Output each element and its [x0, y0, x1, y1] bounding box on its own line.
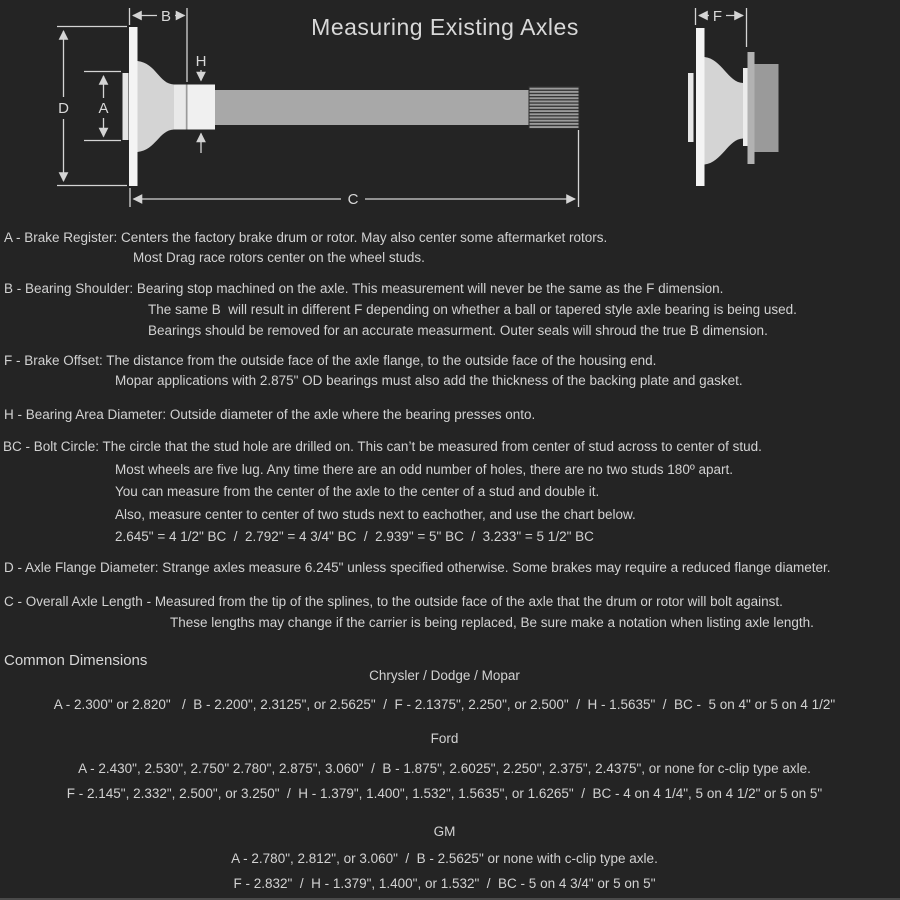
axle-bell-shape-right — [705, 57, 744, 165]
axle-bell-shape — [138, 61, 175, 152]
make-chrysler-dimensions: A - 2.300" or 2.820" / B - 2.200", 2.3125", or 2.5625" / F - 2.1375", 2.250", or 2.500" / H - 1.5635" / BC - 5 on 4" or 5 on 4 1/2" — [53, 697, 836, 712]
def-f-sub: Mopar applications with 2.875" OD bearings must also add the thickness of the backing plate and gasket. — [115, 373, 743, 388]
def-b-line: B - Bearing Shoulder: Bearing stop machined on the axle. This measurement will never be the same as the F dimension. — [4, 281, 724, 296]
def-c-line: C - Overall Axle Length - Measured from the tip of the splines, to the outside face of the axle that the drum or rotor will bolt against. — [4, 594, 783, 609]
common-dimensions-heading: Common Dimensions — [4, 652, 148, 669]
bearing-shoulder-shape — [174, 85, 186, 130]
make-ford-heading: Ford — [430, 731, 459, 746]
label-C: C — [347, 191, 359, 208]
axle-side-view — [57, 8, 579, 208]
page-title: Measuring Existing Axles — [311, 14, 579, 40]
def-d-line: D - Axle Flange Diameter: Strange axles measure 6.245" unless specified otherwise. Some brakes may require a reduced flange diameter. — [4, 560, 831, 575]
def-h-line: H - Bearing Area Diameter: Outside diameter of the axle where the bearing presses onto. — [4, 407, 536, 422]
housing-end-view — [688, 8, 779, 186]
label-D: D — [58, 100, 69, 117]
label-H: H — [195, 53, 207, 70]
make-ford-dimensions-1: A - 2.430", 2.530", 2.750" 2.780", 2.875", 3.060" / B - 1.875", 2.6025", 2.250", 2.375", 2.4375", or none for c-clip type axle. — [78, 761, 811, 776]
bearing-area-shape — [187, 85, 215, 130]
def-bc-sub-1: Most wheels are five lug. Any time there are an odd number of holes, there are no two studs 180º apart. — [115, 462, 734, 477]
brake-register-shape — [123, 73, 129, 140]
def-f-line: F - Brake Offset: The distance from the outside face of the axle flange, to the outside face of the housing end. — [4, 353, 657, 368]
axle-diagram — [0, 0, 900, 218]
def-bc-sub-3: Also, measure center to center of two studs next to eachother, and use the chart below. — [115, 507, 636, 522]
def-b-sub-2: Bearings should be removed for an accurate measurment. Outer seals will shroud the true B dimension. — [148, 323, 768, 338]
label-B: B — [160, 8, 172, 25]
make-gm-dimensions-1: A - 2.780", 2.812", or 3.060" / B - 2.5625" or none with c-clip type axle. — [231, 851, 658, 866]
def-a-line: A - Brake Register: Centers the factory brake drum or rotor. May also center some aftermarket rotors. — [4, 230, 608, 245]
def-bc-sub-2: You can measure from the center of the axle to the center of a stud and double it. — [115, 484, 600, 499]
make-chrysler-heading: Chrysler / Dodge / Mopar — [369, 668, 520, 683]
make-gm-dimensions-2: F - 2.832" / H - 1.379", 1.400", or 1.532" / BC - 5 on 4 3/4" or 5 on 5" — [233, 876, 656, 891]
def-b-sub-1: The same B will result in different F depending on whether a ball or tapered style axle bearing is being used. — [148, 302, 797, 317]
def-bc-conversion-chart: 2.645" = 4 1/2" BC / 2.792" = 4 3/4" BC / 2.939" = 5" BC / 3.233" = 5 1/2" BC — [115, 529, 594, 544]
def-a-sub: Most Drag race rotors center on the wheel studs. — [133, 250, 425, 265]
axle-flange-shape-right — [696, 28, 705, 186]
label-F: F — [712, 8, 723, 25]
bearing-shape-right — [743, 68, 748, 146]
make-ford-dimensions-2: F - 2.145", 2.332", 2.500", or 3.250" / H - 1.379", 1.400", 1.532", 1.5635", or 1.6265" / BC - 4 on 4 1/4", 5 on 4 1/2" or 5 on 5" — [66, 786, 823, 801]
spline-shape — [529, 87, 579, 129]
axle-flange-shape — [129, 27, 138, 186]
make-gm-heading: GM — [433, 824, 456, 839]
def-bc-line: BC - Bolt Circle: The circle that the stud hole are drilled on. This can’t be measured from center of stud across to center of stud. — [3, 439, 762, 454]
label-A: A — [98, 100, 109, 117]
def-c-sub: These lengths may change if the carrier is being replaced, Be sure make a notation when listing axle length. — [170, 615, 814, 630]
retainer-plate-shape — [748, 52, 755, 164]
axle-shaft-shape — [215, 90, 529, 125]
housing-end-shape — [755, 64, 779, 152]
brake-register-shape-right — [688, 73, 694, 142]
